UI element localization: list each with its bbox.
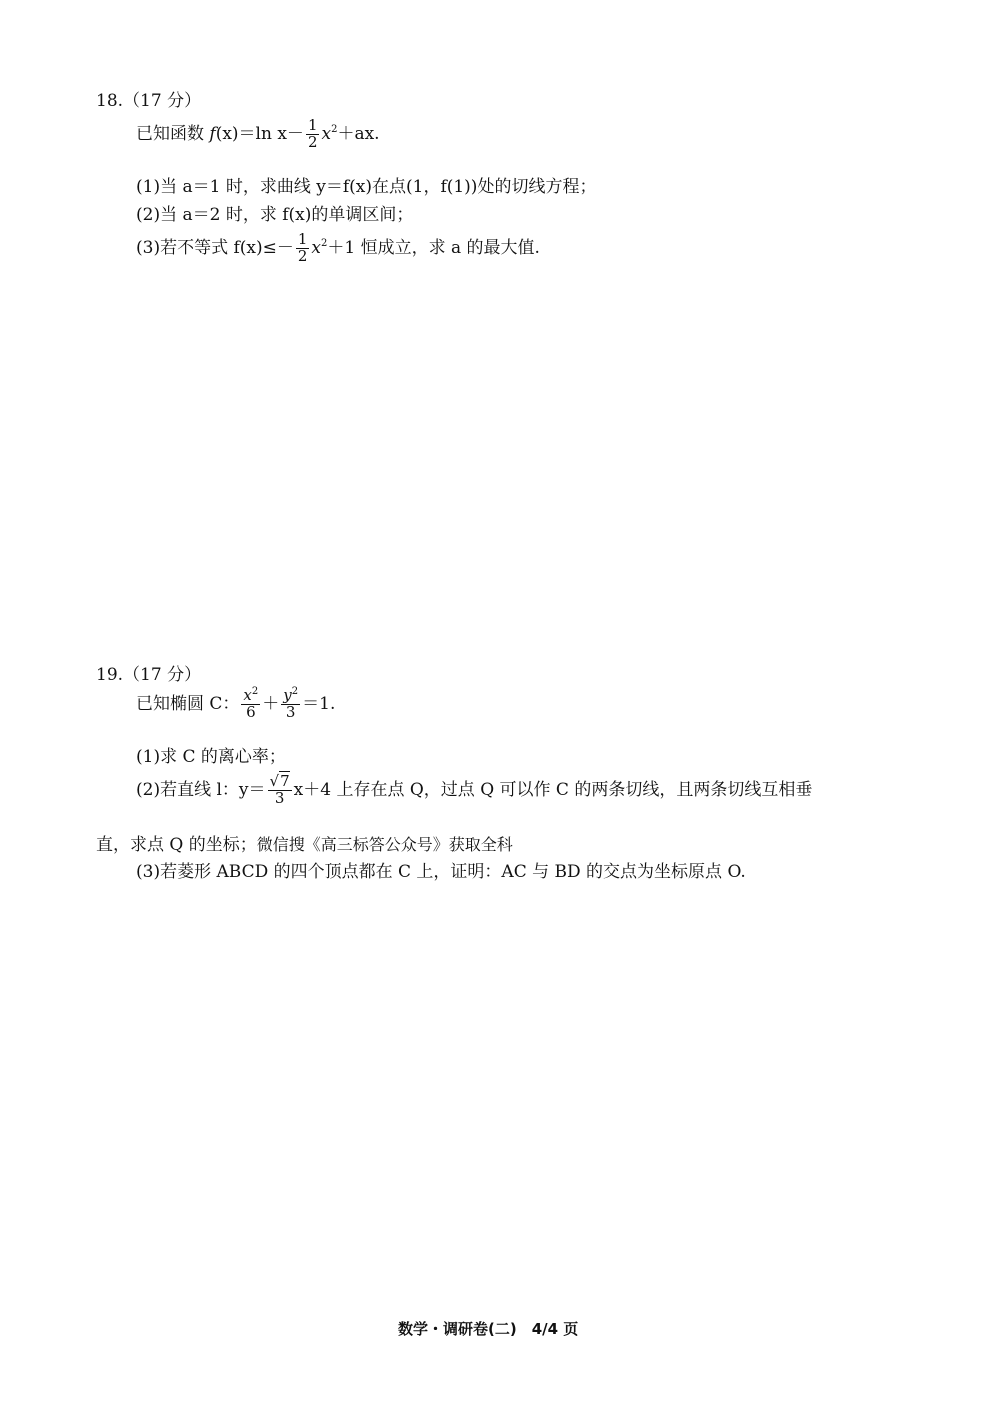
q19-intro-prefix: 已知椭圆 C：	[136, 693, 240, 714]
q19-frac-x-den: 6	[246, 702, 256, 721]
q19-plus: ＋	[262, 693, 280, 714]
q18-intro-frac-num: 1	[307, 116, 318, 134]
q18-part1: (1)当 a＝1 时，求曲线 y＝f(x)在点(1，f(1))处的切线方程；	[136, 177, 597, 197]
q18-intro-prefix: 已知函数	[136, 123, 210, 144]
q18-p3-frac-den: 2	[297, 246, 308, 265]
q19-intro-tail: ＝1.	[302, 693, 336, 714]
q19-frac-x-num: $x^2$	[243, 686, 259, 704]
q18-p3-tail: ＋1 恒成立，求 a 的最大值.	[327, 237, 540, 258]
q19-frac-x	[241, 688, 260, 721]
sqrt-icon: √	[269, 772, 280, 790]
q19-p2-frac-den: 3	[274, 788, 285, 807]
q19-header: 19.（17 分）	[96, 665, 202, 685]
q19-p2-cont-text: 直，求点 Q 的坐标；	[96, 835, 257, 855]
q18-intro-tail: ＋ax.	[337, 123, 380, 144]
q18-p3-sq: 2	[321, 238, 328, 250]
q19-p2-tail: x＋4 上存在点 Q，过点 Q 可以作 C 的两条切线，且两条切线互相垂	[293, 779, 813, 800]
q18-header: 18.（17 分）	[96, 91, 202, 111]
q18-p3-x: x	[311, 237, 322, 258]
q19-p2-frac-num: √7	[269, 772, 290, 790]
q18-intro-sq: 2	[331, 124, 338, 136]
q18-intro	[136, 118, 380, 151]
q18-p3-frac-num: 1	[297, 230, 308, 248]
page-footer: 数学・调研卷(二) 4/4 页	[398, 1320, 579, 1338]
q19-part1: (1)求 C 的离心率；	[136, 747, 286, 767]
q18-p3-prefix: (3)若不等式 f(x)≤－	[136, 237, 294, 258]
q19-part2	[136, 774, 812, 807]
q18-intro-frac-den: 2	[307, 132, 318, 151]
q19-p2-fraction	[268, 774, 292, 807]
q18-part2: (2)当 a＝2 时，求 f(x)的单调区间；	[136, 205, 414, 225]
q19-p2-prefix: (2)若直线 l：y＝	[136, 779, 266, 800]
q18-intro-fx: f	[209, 123, 216, 144]
q19-part3: (3)若菱形 ABCD 的四个顶点都在 C 上，证明：AC 与 BD 的交点为坐标原点 O.	[136, 862, 746, 882]
q18-intro-paren: (x)＝ln x－	[215, 123, 304, 144]
q18-intro-fraction	[306, 118, 320, 151]
q19-intro	[136, 688, 335, 721]
q19-frac-y	[281, 688, 300, 721]
q19-frac-y-den: 3	[285, 702, 296, 721]
q18-intro-x: x	[321, 123, 332, 144]
q18-p3-fraction	[296, 232, 310, 265]
watermark-text: 微信搜《高三标答公众号》获取全科	[256, 835, 513, 854]
q19-part2-cont	[96, 830, 513, 855]
q18-part3	[136, 232, 540, 265]
q19-frac-y-num: $y^2$	[283, 686, 299, 704]
